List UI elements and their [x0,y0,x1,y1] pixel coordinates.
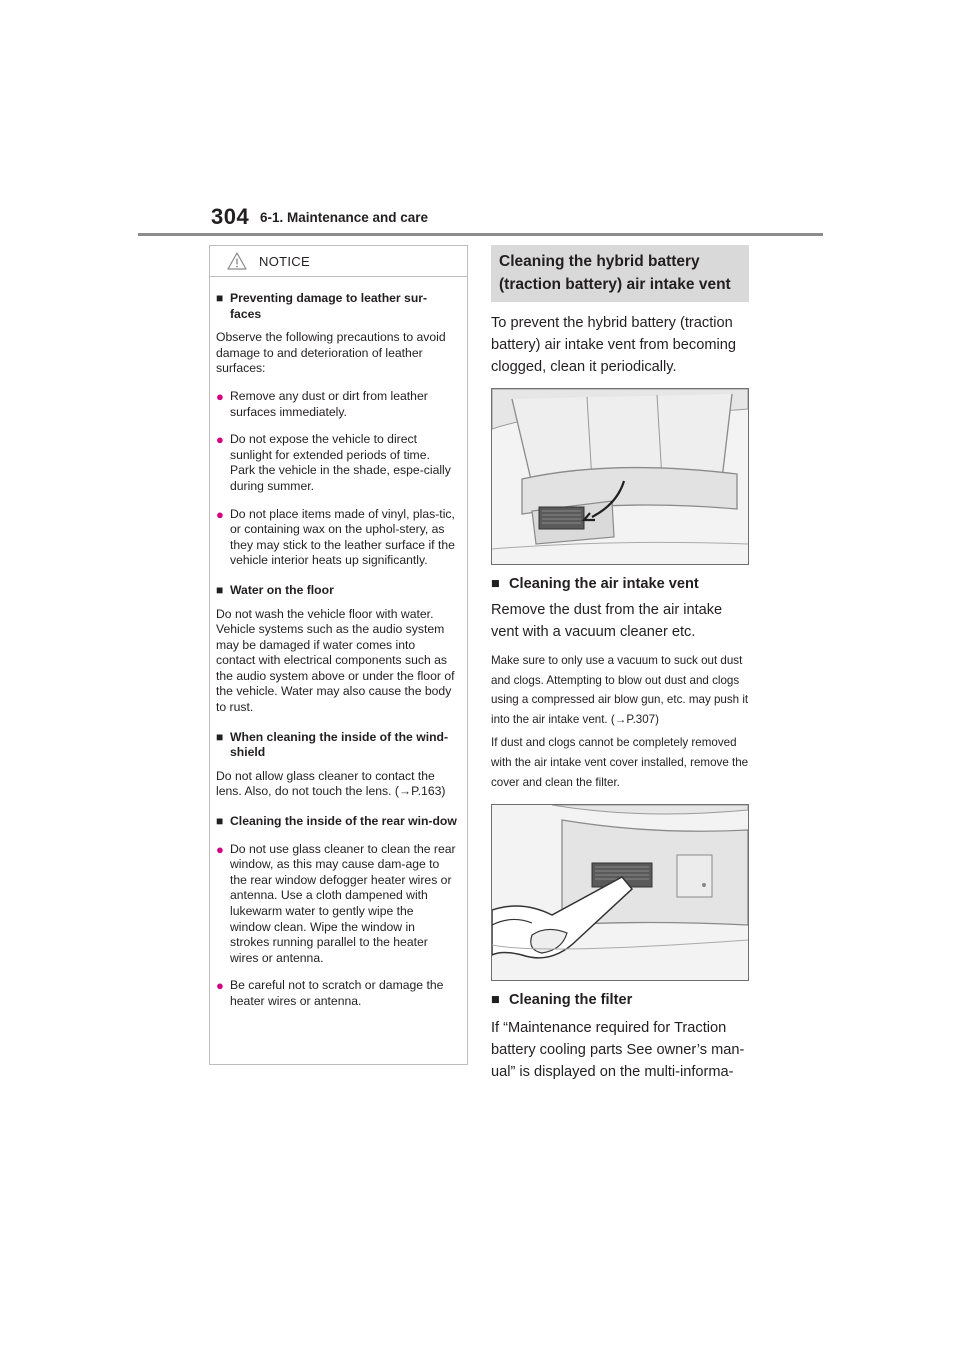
bullet-marker: ● [216,978,224,994]
notice-item [216,583,457,599]
square-marker: ■ [491,992,500,1009]
notice-item [216,978,457,1009]
square-marker: ■ [216,729,224,744]
sub1-note-1: Make sure to only use a vacuum to suck out dust and clogs. Attempting to blow out dust and clogs using a compressed air blow gun, etc. may push it into the air intake vent. (→P.307) [491,654,749,726]
sub1-body: Remove the dust from the air intake vent with a vacuum cleaner etc. [491,602,723,640]
rear-seat-vent-illustration [491,388,749,565]
page-number: 304 [211,204,250,229]
notice-item-text: Be careful not to scratch or damage the heater wires or antenna. [230,978,444,1008]
notice-item-text: Cleaning the inside of the rear win-dow [230,814,457,829]
notice-header [210,246,467,277]
header-rule [138,233,823,236]
bullet-marker: ● [216,506,224,522]
notice-item [216,842,457,967]
notice-item [216,507,457,569]
bullet-marker: ● [216,841,224,857]
sub2-body: If “Maintenance required for Traction battery cooling parts See owner’s man-ual” is displayed on the multi-informa- [491,1020,745,1081]
right-column [491,245,749,1083]
page-header [0,0,960,240]
notice-title: NOTICE [259,254,310,269]
subheading-text: Cleaning the air intake vent [509,576,699,592]
notice-item-text: Preventing damage to leather sur- faces [230,291,428,321]
notice-item [216,291,457,322]
notice-item: Do not wash the vehicle floor with water. Vehicle systems such as the audio system may be damaged if water comes into contact with electrical components such as the audio system above or under the floor of the vehicle. Water may also cause the body to rust. [216,606,455,715]
notice-body [210,277,467,1010]
square-marker: ■ [216,291,224,305]
square-marker: ■ [491,576,500,592]
section-title: 6-1. Maintenance and care [260,210,429,225]
notice-item-text: Do not expose the vehicle to direct sunlight for extended periods of time. Park the vehicle in the shade, espe-cially during summer. [230,432,451,493]
sub1-note-2: If dust and clogs cannot be completely removed with the air intake vent cover installed, remove the cover and clean the filter. [491,736,749,789]
notice-item-text: Water on the floor [230,582,334,597]
bullet-marker: ● [216,388,224,404]
bullet-marker: ● [216,432,224,448]
vacuum-cleaning-illustration [491,804,749,981]
notice-item-text: When cleaning the inside of the wind-shield [230,729,449,760]
notice-item-text: Do not place items made of vinyl, plas-tic, or containing wax on the uphol-stery, as they may stick to the leather surface if the vehicle interior heats up significantly. [230,506,455,568]
notice-item: Observe the following precautions to avoid damage to and deterioration of leather surfaces: [216,330,446,376]
subheading-filter [491,989,749,1011]
notice-item [216,814,457,830]
notice-box [209,245,468,1065]
notice-item: Do not allow glass cleaner to contact the lens. Also, do not touch the lens. (→P.163) [216,768,446,799]
square-marker: ■ [216,814,224,829]
subheading-air-intake [491,573,749,595]
square-marker: ■ [216,582,224,597]
warning-triangle-icon [227,252,247,270]
notice-item [216,730,457,761]
notice-item-text: Remove any dust or dirt from leather surfaces immediately. [230,388,428,419]
notice-item [216,389,457,420]
notice-item-text: Do not use glass cleaner to clean the rear window, as this may cause dam-age to the rear window defogger heater wires or antenna. Use a cloth dampened with lukewarm water to gently wipe the window clean. Wipe the window in strokes running parallel to the heater wires or antenna. [230,841,456,965]
section-heading: Cleaning the hybrid battery (traction battery) air intake vent [491,245,749,302]
subheading-text: Cleaning the filter [509,992,633,1009]
intro-text: To prevent the hybrid battery (traction battery) air intake vent from becoming clogged, clean it periodically. [491,315,736,375]
notice-item [216,432,457,494]
